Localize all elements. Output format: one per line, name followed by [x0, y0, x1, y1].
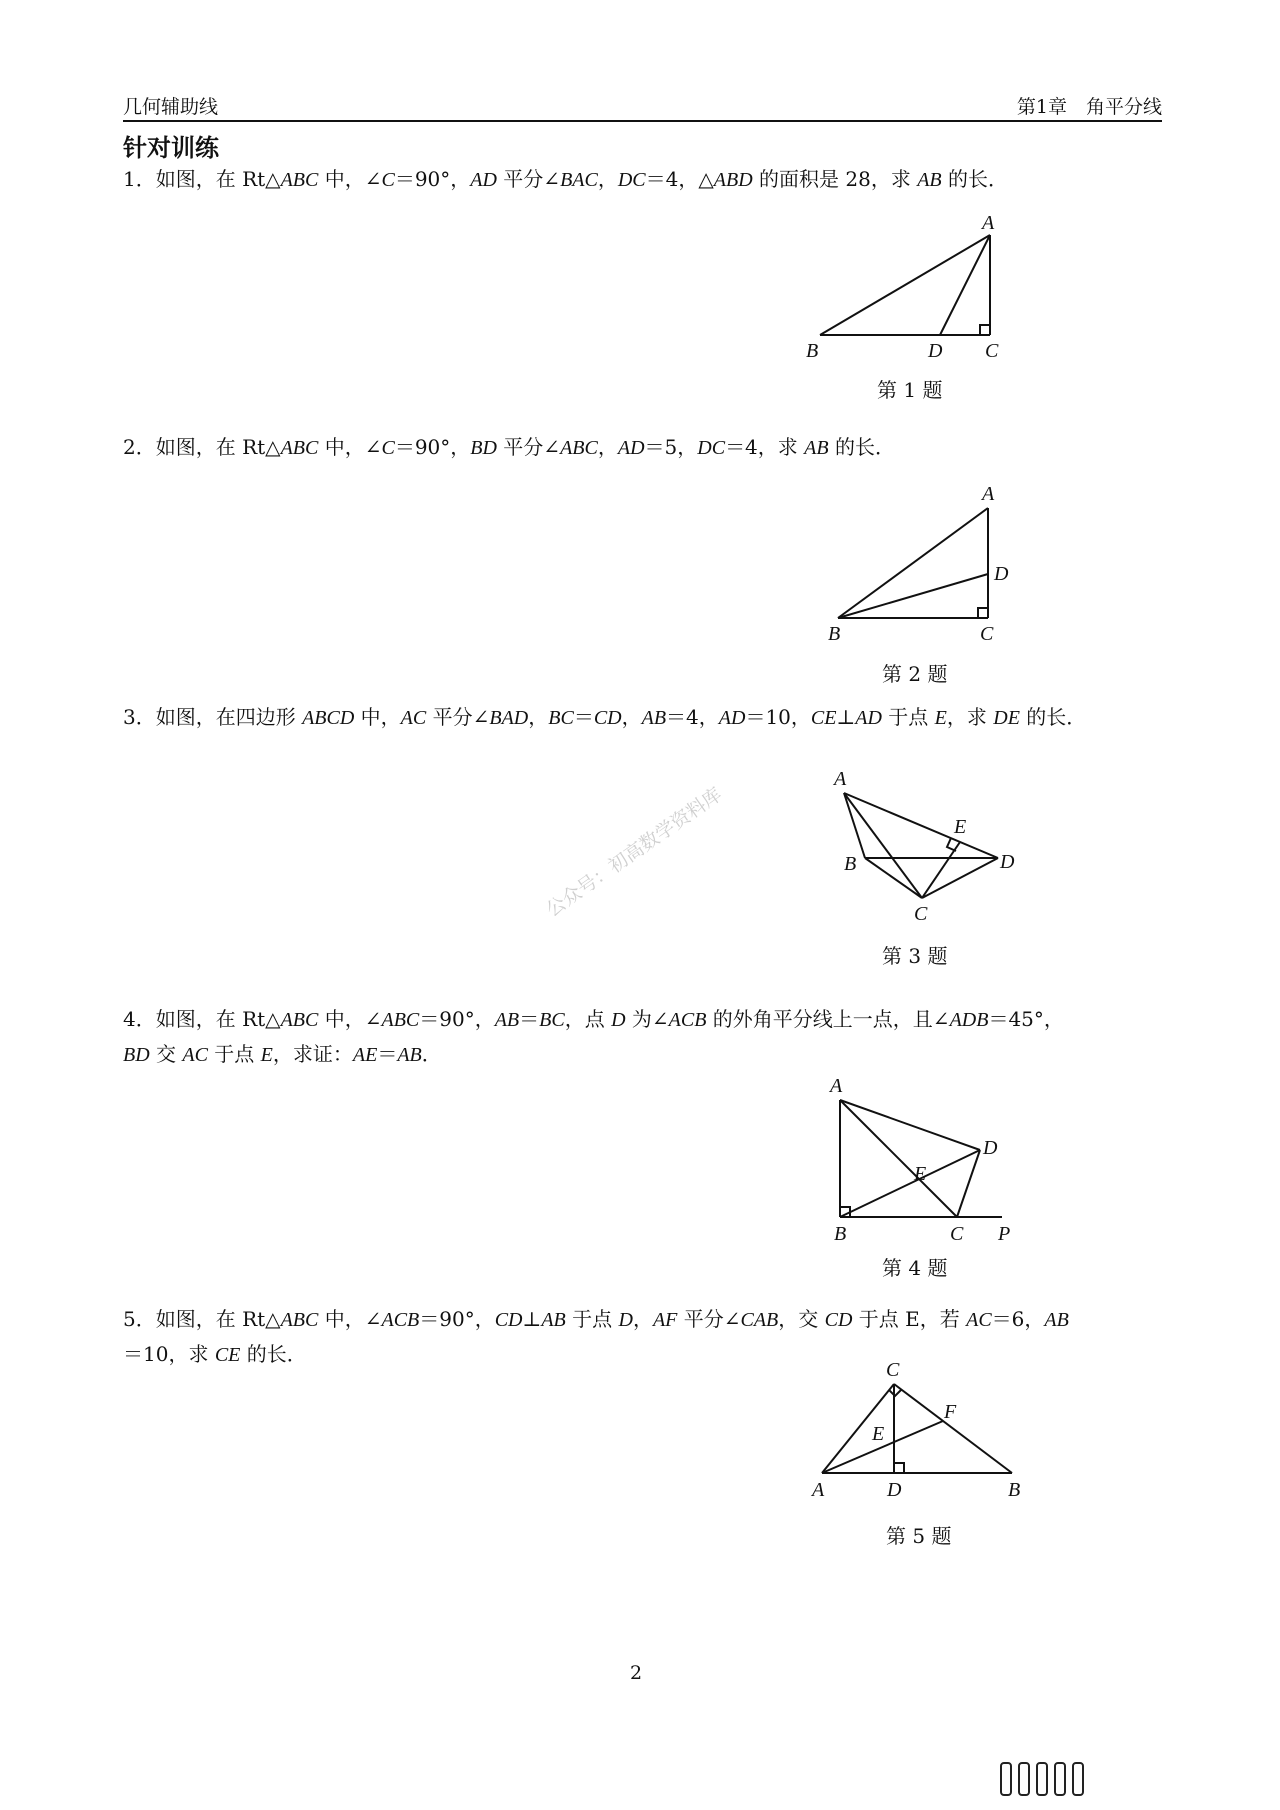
footer-decoration	[1000, 1762, 1250, 1776]
segment-AC	[840, 1100, 957, 1217]
label-C: C	[980, 623, 994, 645]
problem-3-number: 3．	[123, 705, 156, 729]
section-title: 针对训练	[123, 134, 219, 162]
figure-2	[820, 480, 1020, 645]
problem-2-number: 2．	[123, 435, 156, 459]
watermark: 公众号：初高数学资料库	[542, 783, 727, 922]
footer-bar-mark	[1054, 1762, 1066, 1796]
right-angle-mark	[980, 325, 990, 335]
segment-BD	[838, 574, 988, 618]
problem-3-text: 如图，在四边形 ABCD 中，AC 平分∠BAD，BC＝CD，AB＝4，AD＝10，CE⊥AD 于点 E，求 DE 的长．	[155, 705, 1087, 729]
label-C: C	[985, 340, 999, 362]
label-E: E	[872, 1423, 885, 1445]
label-A: A	[834, 768, 847, 790]
label-E: E	[954, 816, 967, 838]
running-header-right: 第1章 角平分线	[1016, 96, 1162, 118]
problem-4	[123, 1002, 1163, 1072]
figure-3	[820, 765, 1040, 925]
label-C: C	[886, 1359, 900, 1381]
label-B: B	[844, 853, 857, 875]
problem-4-number: 4．	[123, 1007, 156, 1031]
problem-2-text: 如图，在 Rt△ABC 中，∠C＝90°，BD 平分∠ABC，AD＝5，DC＝4，求 AB 的长．	[155, 435, 895, 459]
caption-4: 第 4 题	[882, 1256, 948, 1280]
problem-5-text: 如图，在 Rt△ABC 中，∠ACB＝90°，CD⊥AB 于点 D，AF 平分∠CAB，交 CD 于点 E，若 AC＝6，AB ＝10，求 CE 的长．	[123, 1307, 1069, 1366]
header-divider	[123, 120, 1162, 122]
segment-BA	[838, 508, 988, 618]
label-D: D	[994, 563, 1009, 585]
footer-bar-mark	[1072, 1762, 1084, 1796]
segment-CD	[922, 858, 998, 898]
label-D: D	[983, 1137, 998, 1159]
page-number: 2	[630, 1662, 643, 1684]
label-B: B	[806, 340, 819, 362]
segment-BC	[865, 858, 922, 898]
right-angle-mark	[978, 608, 988, 618]
footer-bar-mark	[1000, 1762, 1012, 1796]
label-B: B	[834, 1223, 847, 1245]
segment-CB	[894, 1384, 1012, 1473]
problem-3	[123, 700, 1163, 735]
label-P: P	[998, 1223, 1011, 1245]
label-C: C	[914, 903, 928, 925]
problem-1	[123, 162, 1163, 197]
caption-3: 第 3 题	[882, 944, 948, 968]
figure-4	[820, 1075, 1040, 1245]
problem-4-text: 如图，在 Rt△ABC 中，∠ABC＝90°，AB＝BC，点 D 为∠ACB 的外角平分线上一点，且∠ADB＝45°， BD 交 AC 于点 E，求证：AE＝AB．	[123, 1007, 1064, 1066]
segment-AB	[844, 793, 865, 858]
problem-1-number: 1．	[123, 167, 156, 191]
label-A: A	[812, 1479, 825, 1501]
label-A: A	[982, 483, 995, 505]
right-angle-mark	[894, 1463, 904, 1473]
figure-5	[800, 1360, 1040, 1500]
label-A: A	[982, 212, 995, 234]
running-header-left: 几何辅助线	[123, 96, 219, 118]
segment-AD	[840, 1100, 980, 1150]
label-B: B	[828, 623, 841, 645]
caption-2: 第 2 题	[882, 662, 948, 686]
figure-1	[800, 212, 1020, 365]
label-C: C	[950, 1223, 964, 1245]
label-A: A	[830, 1075, 843, 1097]
label-F: F	[944, 1401, 957, 1423]
label-D: D	[1000, 851, 1015, 873]
problem-1-text: 如图，在 Rt△ABC 中，∠C＝90°，AD 平分∠BAC，DC＝4，△ABD 的面积是 28，求 AB 的长．	[155, 167, 1008, 191]
label-E: E	[914, 1163, 927, 1185]
caption-5: 第 5 题	[886, 1524, 952, 1548]
label-D: D	[928, 340, 943, 362]
problem-2	[123, 430, 1163, 465]
footer-bar-mark	[1018, 1762, 1030, 1796]
footer-bar-mark	[1036, 1762, 1048, 1796]
label-B: B	[1008, 1479, 1021, 1501]
caption-1: 第 1 题	[877, 378, 943, 402]
problem-5-number: 5．	[123, 1307, 156, 1331]
label-D: D	[887, 1479, 902, 1501]
segment-BD	[840, 1150, 980, 1217]
